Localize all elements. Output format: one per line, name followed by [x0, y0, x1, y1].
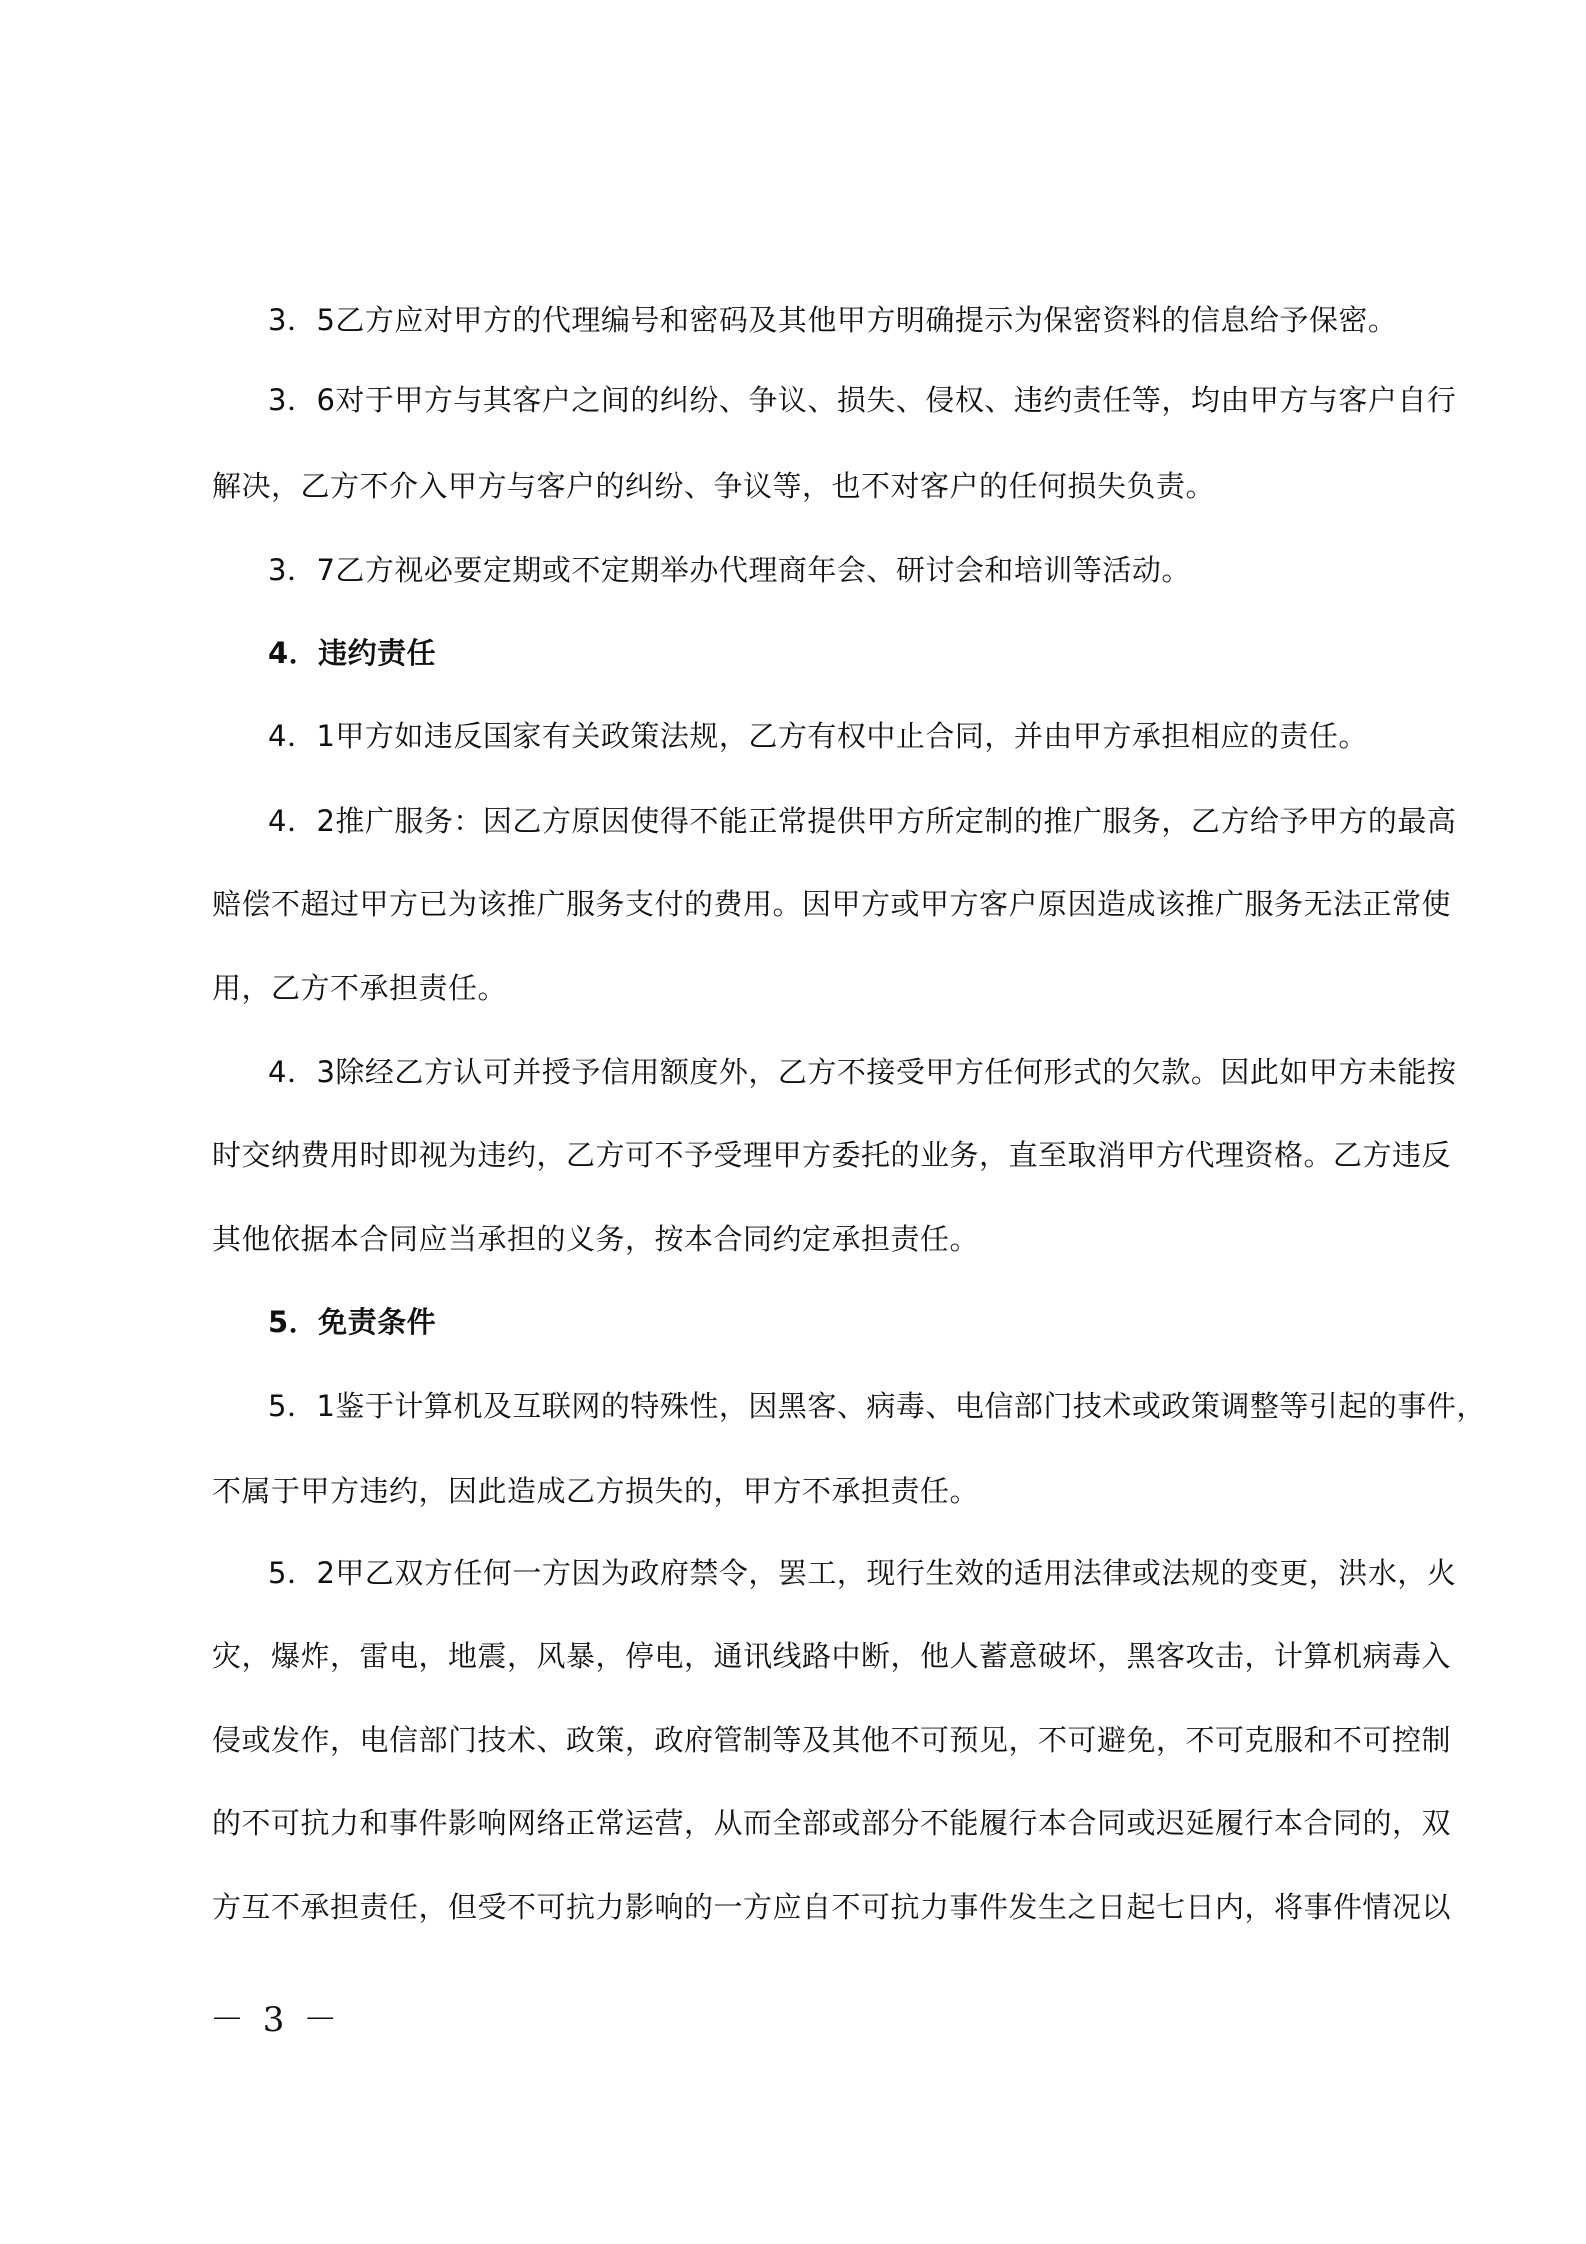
clause-3-7: 3．7乙方视必要定期或不定期举办代理商年会、研讨会和培训等活动。	[268, 553, 1191, 587]
clause-3-6-line-1: 3．6对于甲方与其客户之间的纠纷、争议、损失、侵权、违约责任等，均由甲方与客户自行	[268, 383, 1457, 417]
page-number: － 3 －	[210, 2000, 342, 2040]
clause-5-1-line-1: 5．1鉴于计算机及互联网的特殊性，因黑客、病毒、电信部门技术或政策调整等引起的事件，	[268, 1389, 1486, 1423]
section-4-heading: 4．违约责任	[268, 636, 437, 670]
clause-4-2-line-2: 赔偿不超过甲方已为该推广服务支付的费用。因甲方或甲方客户原因造成该推广服务无法正常使	[212, 887, 1452, 921]
clause-4-1: 4．1甲方如违反国家有关政策法规，乙方有权中止合同，并由甲方承担相应的责任。	[268, 719, 1368, 753]
clause-5-1-line-2: 不属于甲方违约，因此造成乙方损失的，甲方不承担责任。	[212, 1474, 980, 1508]
clause-5-2-line-1: 5．2甲乙双方任何一方因为政府禁令，罢工，现行生效的适用法律或法规的变更，洪水，火	[268, 1556, 1457, 1590]
clause-3-6-line-2: 解决，乙方不介入甲方与客户的纠纷、争议等，也不对客户的任何损失负责。	[212, 469, 1216, 503]
clause-5-2-line-2: 灾，爆炸，雷电，地震，风暴，停电，通讯线路中断，他人蓄意破坏，黑客攻击，计算机病毒入	[212, 1639, 1452, 1673]
clause-4-3-line-1: 4．3除经乙方认可并授予信用额度外，乙方不接受甲方任何形式的欠款。因此如甲方未能按	[268, 1055, 1457, 1089]
clause-4-2-line-3: 用，乙方不承担责任。	[212, 971, 508, 1005]
clause-4-3-line-2: 时交纳费用时即视为违约，乙方可不予受理甲方委托的业务，直至取消甲方代理资格。乙方违反	[212, 1138, 1452, 1172]
clause-5-2-line-4: 的不可抗力和事件影响网络正常运营，从而全部或部分不能履行本合同或迟延履行本合同的，双	[212, 1806, 1452, 1840]
clause-4-3-line-3: 其他依据本合同应当承担的义务，按本合同约定承担责任。	[212, 1222, 980, 1256]
clause-3-5: 3．5乙方应对甲方的代理编号和密码及其他甲方明确提示为保密资料的信息给予保密。	[268, 303, 1398, 337]
clause-5-2-line-5: 方互不承担责任，但受不可抗力影响的一方应自不可抗力事件发生之日起七日内，将事件情况以	[212, 1890, 1452, 1924]
section-5-heading: 5．免责条件	[268, 1305, 437, 1339]
clause-5-2-line-3: 侵或发作，电信部门技术、政策，政府管制等及其他不可预见，不可避免，不可克服和不可控制	[212, 1723, 1452, 1757]
clause-4-2-line-1: 4．2推广服务：因乙方原因使得不能正常提供甲方所定制的推广服务，乙方给予甲方的最高	[268, 804, 1457, 838]
